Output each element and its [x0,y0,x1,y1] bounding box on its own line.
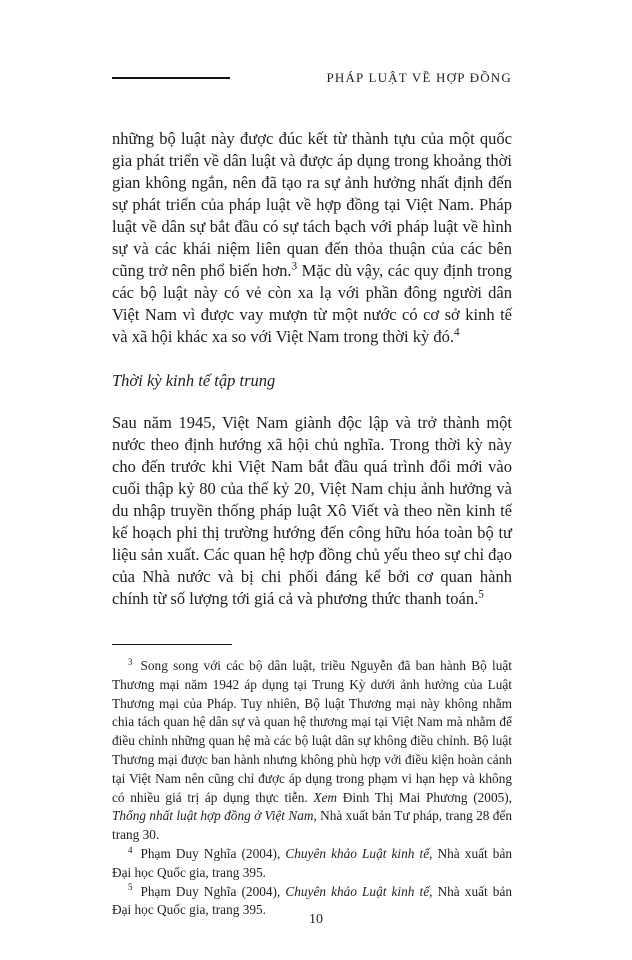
running-head-title: PHÁP LUẬT VỀ HỢP ĐỒNG [326,70,512,85]
body-text: Sau năm 1945, Việt Nam giành độc lập và trở thành một nước theo định hướng xã hội chủ nghĩa. Trong thời kỳ này cho đến trước khi Việt Nam bắt đầu quá trình đổi mới vào cuối thập kỷ 80 của thế kỷ 20, Việt Nam chịu ảnh hưởng và du nhập truyền thống pháp luật Xô Viết và theo nền kinh tế kế hoạch phi thị trường hướng đến công hữu hóa toàn bộ tư liệu sản xuất. Các quan hệ hợp đồng chủ yếu theo sự chỉ đạo của Nhà nước và bị chi phối đáng kể bởi cơ quan hành chính từ số lượng tới giá cả và phương thức thanh toán. [112,413,512,608]
header-rule [112,77,230,79]
body-paragraph-2 [112,412,512,610]
body-text: những bộ luật này được đúc kết từ thành tựu của một quốc gia phát triển về dân luật và được áp dụng trong khoảng thời gian không ngắn, nên đã tạo ra sự ảnh hưởng nhất định đến sự phát triển của pháp luật về hợp đồng tại Việt Nam. Pháp luật về dân sự bắt đầu có sự tách bạch với pháp luật về hình sự và các khái niệm liên quan đến thỏa thuận của các bên cũng trở nên phổ biến hơn. [112,129,512,280]
footnote-marker-4: 4 [128,844,133,855]
section-heading: Thời kỳ kinh tế tập trung [112,371,276,390]
footnote-text: , Nhà xuất bản Đại học Quốc gia, trang 395. [112,883,512,918]
body-text: Mặc dù vậy, các quy định trong các bộ luật này có vẻ còn xa lạ với phần đông người dân Việt Nam vì được vay mượn từ một nước có cơ sở kinh tế và xã hội khác xa so với Việt Nam trong thời kỳ đó. [112,261,512,346]
footnote-text: Phạm Duy Nghĩa (2004), [140,845,286,861]
page-header [112,70,512,86]
footnote-text: Song song với các bộ dân luật, triều Nguyễn đã ban hành Bộ luật Thương mại năm 1942 áp dụng tại Trung Kỳ dưới ảnh hưởng của Luật Thương mại của Pháp. Tuy nhiên, Bộ luật Thương mại này không nhằm chia tách quan hệ dân sự và quan hệ thương mại tại Việt Nam mà nhằm để điều chỉnh những quan hệ mà các bộ luật dân sự không điều chỉnh. Bộ luật Thương mại được ban hành nhưng không phù hợp với điều kiện hoàn cảnh tại Việt Nam nên cũng chỉ được áp dụng trong phạm vi hạn hẹp và không có nhiều giá trị áp dụng thực tiễn. [112,658,512,805]
footnote-text: , Nhà xuất bản Tư pháp, trang 28 đến trang 30. [112,808,512,843]
footnote-separator [112,644,232,645]
footnote-text-italic: Xem [313,789,338,805]
footnote-ref-5: 5 [478,588,484,601]
body-paragraph-1 [112,128,512,348]
footnote-book-title: Thống nhất luật hợp đồng ở Việt Nam [112,808,314,824]
footnote-book-title: Chuyên khảo Luật kinh tế [285,845,430,861]
footnote-ref-3: 3 [291,260,298,273]
page-body [112,128,512,610]
footnote-marker-3: 3 [128,656,133,667]
footnote-ref-4: 4 [453,326,460,339]
footnote-4 [112,845,512,883]
footnote-marker-5: 5 [128,882,133,893]
footnote-text: Đinh Thị Mai Phương (2005), [337,789,513,805]
footnotes-section [112,657,512,920]
footnote-text: Phạm Duy Nghĩa (2004), [140,883,286,899]
footnote-book-title: Chuyên khảo Luật kinh tế [285,883,430,899]
footnote-text: , Nhà xuất bản Đại học Quốc gia, trang 395. [112,845,512,880]
footnote-3 [112,657,512,845]
page-number: 10 [309,912,323,927]
